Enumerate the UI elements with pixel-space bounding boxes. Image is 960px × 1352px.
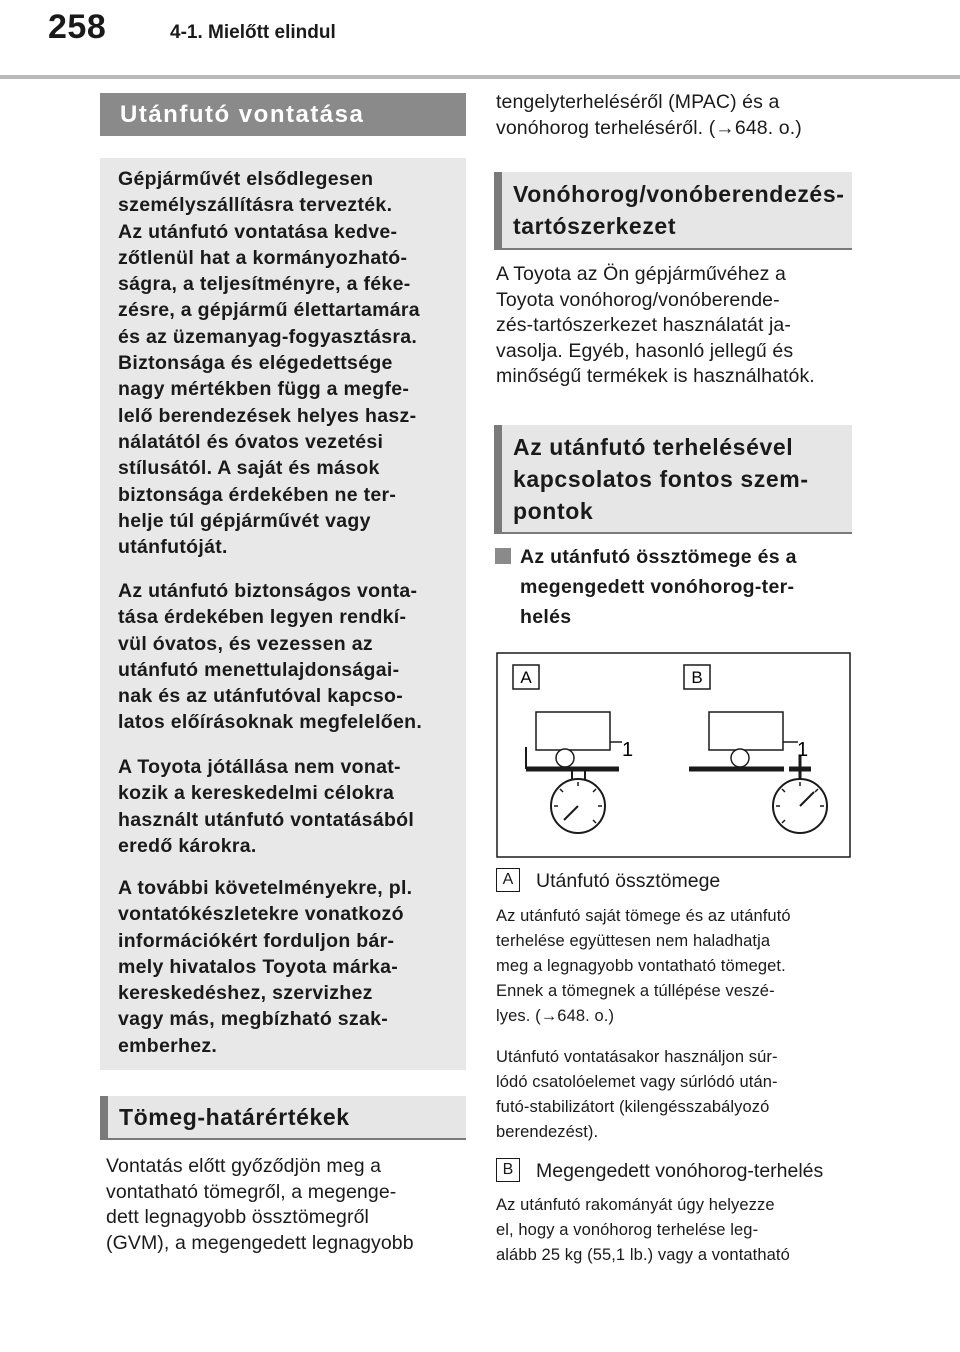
legend-paragraph-a: Az utánfutó saját tömege és az utánfutó terhelése együttesen nem haladhatja meg a legnagyobb vontatható tömeget. Ennek a tömegnek a túllépése veszé- lyes. (→648. o.) <box>496 907 791 1025</box>
bullet-square-icon <box>495 548 511 564</box>
diagram-number-b: 1 <box>797 739 809 761</box>
header-divider <box>0 75 960 79</box>
limits-heading: Tömeg-határértékek <box>100 1096 466 1140</box>
warning-paragraph: A további követelményekre, pl. vontatókészletekre vonatkozó információkért forduljon bár- mely hivatalos Toyota márka- kereskedéshez, szervizhez vagy más, megbízható szak- emberhez. <box>118 877 413 1057</box>
scale-gauge-b-icon <box>773 779 827 833</box>
hitch-text: A Toyota az Ön gépjárművéhez a Toyota vonóhorog/vonóberende- zés-tartószerkezet használatát ja- vasolja. Egyéb, hasonló jellegű és minőségű termékek is használhatók. <box>496 263 815 387</box>
legend-title-a: Utánfutó össztömege <box>536 870 721 892</box>
page-number: 258 <box>48 8 107 46</box>
legend-label-a: A <box>496 868 520 892</box>
legend-paragraph-a: Utánfutó vontatásakor használjon súr- lódó csatolóelemet vagy súrlódó után- futó-stabilizátort (kilengésszabályozó berendezést). <box>496 1048 778 1141</box>
warning-paragraph: Gépjárművét elsődlegesen személyszállításra tervezték. Az utánfutó vontatása kedve- zőtlenül hat a kormányozható- ságra, a teljesítményre, a féke- zésre, a gépjármű élettartamára és az üzemanyag-fogyasztásra. Biztonsága és elégedettsége nagy mértékben függ a megfe- lelő berendezések helyes hasz- nálatától és óvatos vezetési stílusától. A saját és mások biztonsága érdekében ne ter- helje túl gépjárművét vagy utánfutóját. <box>118 168 420 559</box>
hitch-heading: Vonóhorog/vonóberendezés- tartószerkezet <box>494 172 852 250</box>
legend-title-b: Megengedett vonóhorog-terhelés <box>536 1160 824 1182</box>
load-heading: Az utánfutó terhelésével kapcsolatos fontos szem- pontok <box>494 425 852 534</box>
diagram-label-a <box>513 665 539 689</box>
scale-gauge-a-icon <box>551 779 605 833</box>
limits-text: Vontatás előtt győződjön meg a vontatható tömegről, a megenge- dett legnagyobb össztömegről (GVM), a megengedett legnagyobb <box>106 1155 414 1254</box>
warning-paragraph: A Toyota jótállása nem vonat- kozik a kereskedelmi célokra használt utánfutó vontatásából eredő károkra. <box>118 756 415 857</box>
warning-paragraph: Az utánfutó biztonságos vonta- tása érdekében legyen rendkí- vül óvatos, és vezessen az utánfutó menettulajdonságai- nak és az utánfutóval kapcso- latos előírásoknak megfelelően. <box>118 580 423 734</box>
continued-text: tengelyterheléséről (MPAC) és a vonóhorog terheléséről. (→648. o.) <box>496 91 802 139</box>
main-title: Utánfutó vontatása <box>100 93 466 136</box>
legend-label-b: B <box>496 1158 520 1182</box>
load-subheading: Az utánfutó össztömege és a megengedett vonóhorog-ter- helés <box>520 546 797 628</box>
trailer-load-diagram <box>496 652 851 858</box>
svg-text:B: B <box>691 668 703 687</box>
diagram-label-b <box>684 665 710 689</box>
legend-paragraph-b: Az utánfutó rakományát úgy helyezze el, hogy a vonóhorog terhelése leg- alább 25 kg (55,1 lb.) vagy a vontatható <box>496 1196 790 1264</box>
diagram-number-a: 1 <box>622 739 634 761</box>
section-title: 4-1. Mielőtt elindul <box>170 22 336 43</box>
svg-text:A: A <box>520 668 532 687</box>
